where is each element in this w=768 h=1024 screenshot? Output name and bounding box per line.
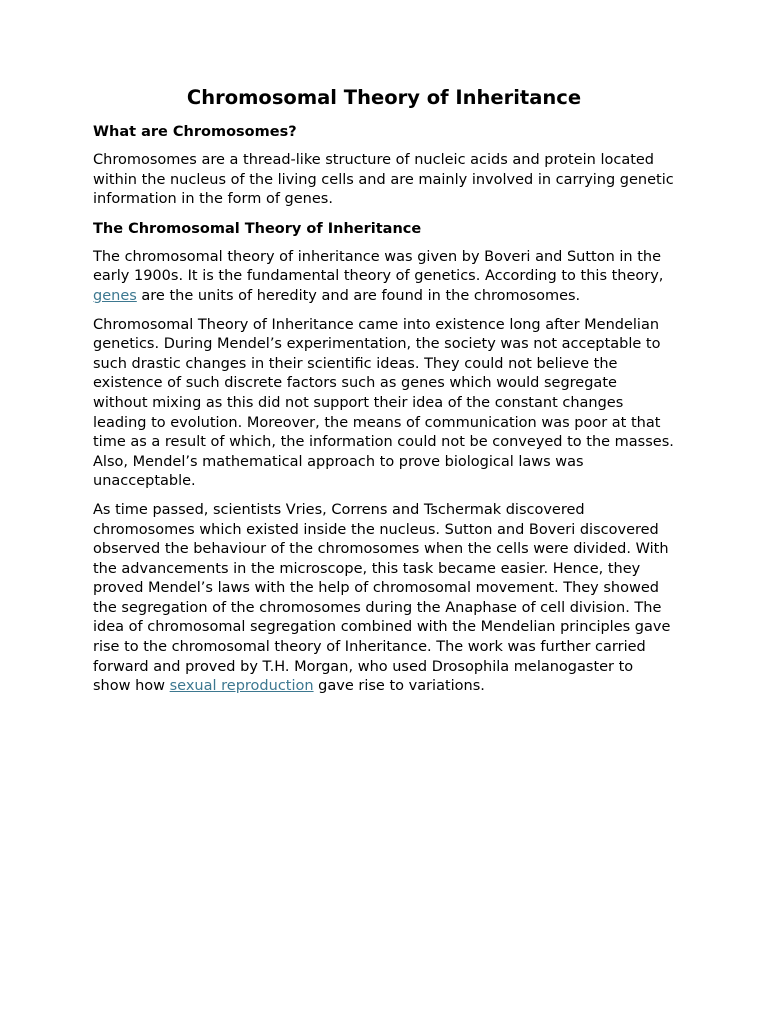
paragraph-mendelian-history: Chromosomal Theory of Inheritance came into existence long after Mendelian genetics. During Mendel’s experimentation, the society was not acceptable to such drastic changes in their scientific ideas. They could not believe the existence of such discrete factors such as genes which would segregate without mixing as this did not support their idea of the constant changes leading to evolution. Moreover, the means of communication was poor at that time as a result of which, the information could not be conveyed to the masses. Also, Mendel’s mathematical approach to prove biological laws was unacceptable. — [93, 316, 674, 490]
paragraph-chromosomes-definition: Chromosomes are a thread-like structure of nucleic acids and protein located within the nucleus of the living cells and are mainly involved in carrying genetic information in the form of genes. — [93, 152, 674, 208]
paragraph-text: The chromosomal theory of inheritance was given by Boveri and Sutton in the early 1900s. It is the fundamental theory of genetics. According to this theory, — [93, 248, 664, 285]
section-heading-what-are-chromosomes: What are Chromosomes? — [93, 124, 297, 140]
paragraph-text: are the units of heredity and are found in the chromosomes. — [136, 287, 581, 304]
paragraph-text: gave rise to variations. — [313, 678, 485, 695]
sexual-reproduction-link[interactable]: sexual reproduction — [169, 678, 314, 695]
section-heading-chromosomal-theory: The Chromosomal Theory of Inheritance — [93, 220, 422, 237]
genes-link[interactable]: genes — [93, 287, 137, 304]
paragraph-text: As time passed, scientists Vries, Correns and Tschermak discovered chromosomes which existed inside the nucleus. Sutton and Boveri discovered observed the behaviour of the chromosomes when the cells were divided. With the advancements in the microscope, this task became easier. Hence, they proved Mendel’s laws with the help of chromosomal movement. They showed the segregation of the chromosomes during the Anaphase of cell division. The idea of chromosomal segregation combined with the Mendelian principles gave rise to the chromosomal theory of Inheritance. The work was further carried forward and proved by T.H. Morgan, who used Drosophila melanogaster to show how — [93, 501, 671, 695]
paragraph-discovery — [93, 501, 675, 697]
paragraph-theory-origin — [93, 248, 675, 307]
document-title: Chromosomal Theory of Inheritance — [186, 86, 582, 109]
